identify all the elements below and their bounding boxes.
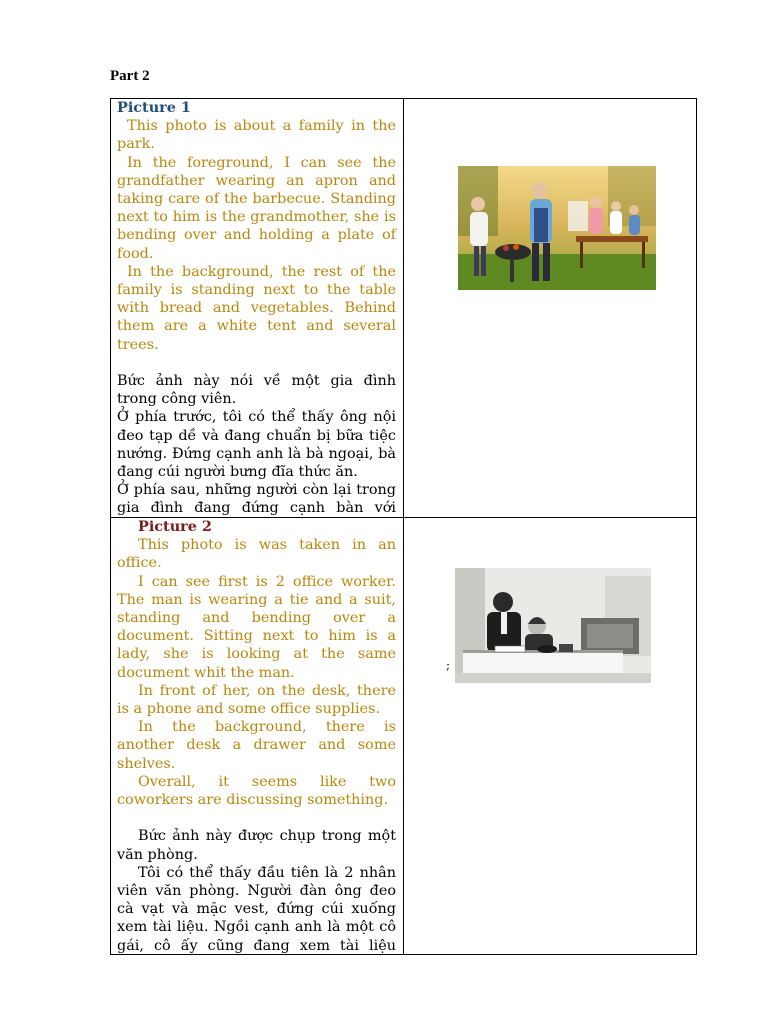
- picture-2-vietnamese-paragraph: Tôi có thể thấy đầu tiên là 2 nhân viên văn phòng. Người đàn ông đeo cà vạt và mặc vest, đứng cúi xuống xem tài liệu. Ngồi cạnh anh là một cô gái, cô ấy cũng đang xem tài liệu: [117, 864, 396, 954]
- picture-1-vietnamese-paragraph: Bức ảnh này nói về một gia đình trong công viên.: [117, 373, 396, 408]
- picture-2-english-paragraph: In the background, there is another desk a drawer and some shelves.: [117, 719, 396, 772]
- part-title: Part 2: [110, 68, 150, 84]
- picture-2-vietnamese-paragraph: Bức ảnh này được chụp trong một văn phòng.: [117, 828, 396, 863]
- picture-2-text-cell: [111, 518, 404, 955]
- picture-2-image-cell: [404, 518, 697, 955]
- picture-1-english-paragraph: In the background, the rest of the family is standing next to the table with bread and vegetables. Behind them are a white tent and several trees.: [117, 263, 396, 353]
- picture-2-title: Picture 2: [138, 518, 212, 535]
- picture-1-vietnamese-paragraph: Ở phía sau, những người còn lại trong gia đình đang đứng cạnh bàn với: [117, 482, 396, 517]
- picture-1-english-paragraph: This photo is about a family in the park.: [117, 118, 396, 153]
- table-row: [111, 99, 697, 518]
- picture-table: [110, 98, 697, 955]
- table-row: [111, 518, 697, 955]
- stray-mark: ;: [446, 658, 451, 672]
- picture-1-vietnamese-paragraph: Ở phía trước, tôi có thể thấy ông nội đeo tạp dề và đang chuẩn bị bữa tiệc nướng. Đứng cạnh anh là bà ngoại, bà đang cúi người bưng đĩa thức ăn.: [117, 409, 396, 481]
- picture-1-english-paragraph: In the foreground, I can see the grandfather wearing an apron and taking care of the barbecue. Standing next to him is the grandmother, she is bending over and holding a plate of food.: [117, 154, 396, 262]
- picture-2-english-paragraph: I can see first is 2 office worker. The man is wearing a tie and a suit, standing and bending over a document. Sitting next to him is a lady, she is looking at the same document whit the man.: [117, 573, 396, 681]
- picture-1-title: Picture 1: [117, 99, 191, 116]
- picture-2-english-paragraph: Overall, it seems like two coworkers are discussing something.: [117, 773, 396, 809]
- office-coworkers-photo: [455, 568, 651, 683]
- picture-2-english-paragraph: In front of her, on the desk, there is a phone and some office supplies.: [117, 682, 396, 718]
- family-park-photo: [458, 166, 656, 290]
- picture-1-text-cell: [111, 99, 404, 518]
- picture-2-english-paragraph: This photo is was taken in an office.: [117, 537, 396, 572]
- picture-1-image-cell: [404, 99, 697, 518]
